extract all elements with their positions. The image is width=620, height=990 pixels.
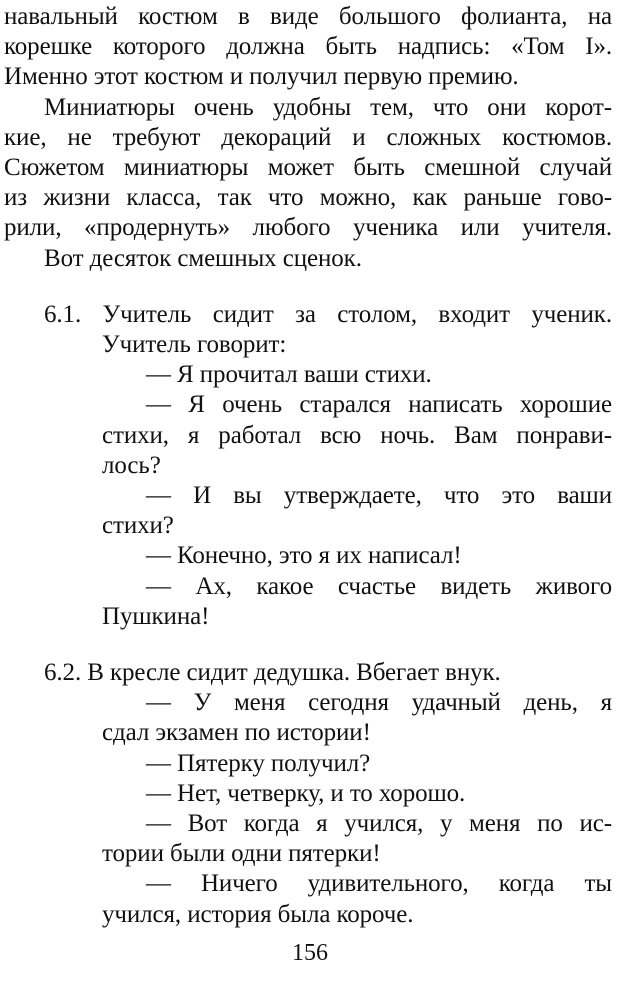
- dialogue-line: — И вы утверждаете, что это ваши: [146, 482, 612, 509]
- intro-line: Вот десяток смешных сценок.: [44, 245, 362, 272]
- scene-heading-6-1: 6.1. Учитель сидит за столом, входит ученик.: [44, 301, 612, 328]
- intro-line: кие, не требуют декораций и сложных костюмов.: [4, 124, 612, 151]
- intro-line: навальный костюм в виде большого фолианта, на: [4, 3, 612, 30]
- intro-line: Именно этот костюм и получил первую премию.: [4, 63, 519, 90]
- dialogue-line: сдал экзамен по истории!: [102, 719, 371, 746]
- dialogue-line: стихи, я работал всю ночь. Вам понрави-: [102, 422, 612, 449]
- dialogue-line: лось?: [102, 452, 161, 479]
- intro-line: из жизни класса, так что можно, как раньше гово-: [4, 184, 612, 211]
- intro-line: Миниатюры очень удобны тем, что они корот-: [44, 94, 612, 121]
- dialogue-line: Пушкина!: [102, 603, 210, 630]
- dialogue-line: — Нет, четверку, и то хорошо.: [146, 780, 466, 807]
- dialogue-line: — Я очень старался написать хорошие: [146, 391, 612, 418]
- dialogue-line: стихи?: [102, 512, 174, 539]
- page-number: 156: [292, 940, 328, 966]
- intro-line: корешке которого должна быть надпись: «Том I».: [4, 33, 612, 60]
- dialogue-line: — Вот когда я учился, у меня по ис-: [146, 810, 612, 837]
- intro-line: рили, «продернуть» любого ученика или учителя.: [4, 214, 612, 241]
- dialogue-line: тории были одни пятерки!: [102, 840, 381, 867]
- scene-heading-6-2: 6.2. В кресле сидит дедушка. Вбегает внук.: [44, 659, 501, 686]
- scene-line: Учитель говорит:: [102, 331, 287, 358]
- dialogue-line: — Ничего удивительного, когда ты: [146, 870, 612, 897]
- dialogue-line: — У меня сегодня удачный день, я: [146, 689, 612, 716]
- dialogue-line: — Пятерку получил?: [146, 750, 371, 777]
- dialogue-line: — Конечно, это я их написал!: [146, 542, 462, 569]
- dialogue-line: — Я прочитал ваши стихи.: [146, 361, 432, 388]
- dialogue-line: — Ах, какое счастье видеть живого: [146, 573, 612, 600]
- dialogue-line: учился, история была короче.: [102, 901, 414, 928]
- intro-line: Сюжетом миниатюры может быть смешной случай: [4, 154, 612, 181]
